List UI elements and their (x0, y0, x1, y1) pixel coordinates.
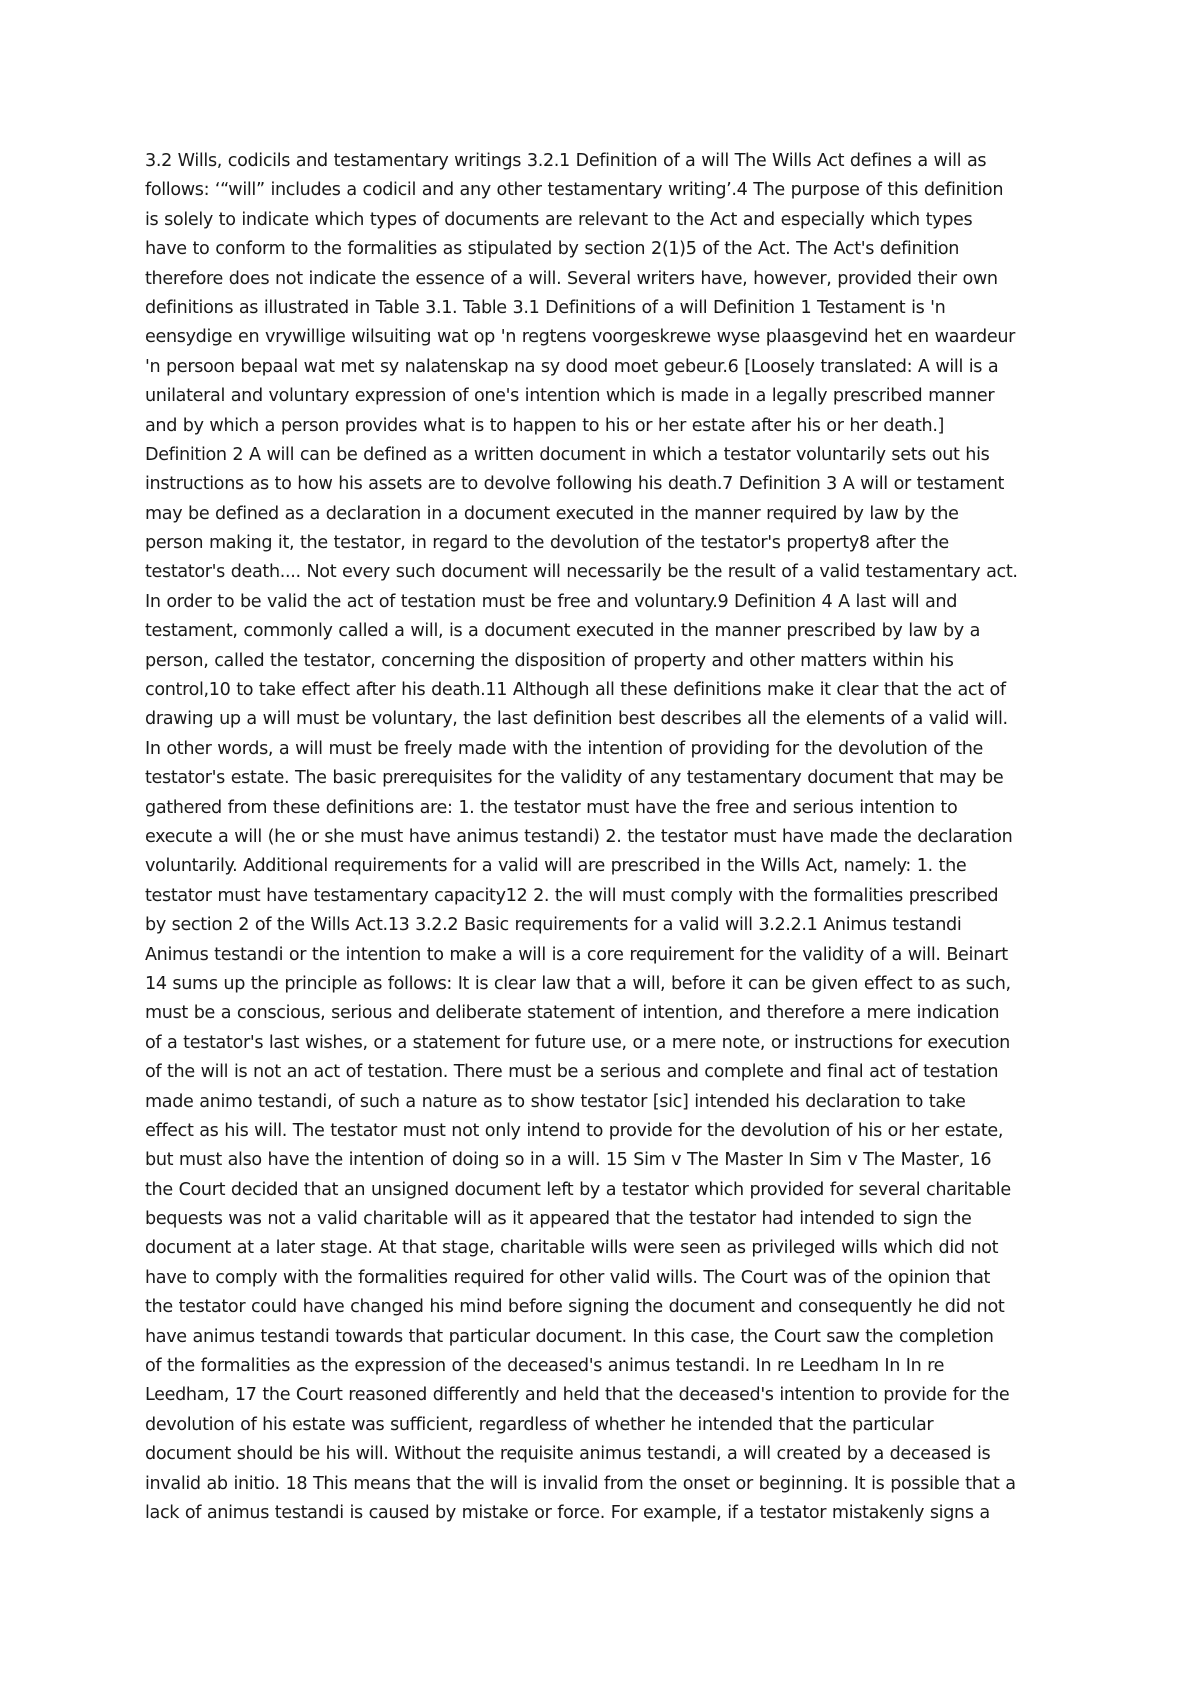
document-body-text (145, 147, 1065, 1528)
text-line: devolution of his estate was sufficient, regardless of whether he intended that the particular (145, 1414, 934, 1435)
text-line: In other words, a will must be freely made with the intention of providing for the devolution of the (145, 738, 983, 759)
text-line: of the will is not an act of testation. There must be a serious and complete and final act of testation (145, 1062, 999, 1083)
text-line: the Court decided that an unsigned document left by a testator which provided for several charitable (145, 1179, 1011, 1200)
text-line: testament, commonly called a will, is a document executed in the manner prescribed by law by a (145, 621, 981, 642)
text-line: execute a will (he or she must have animus testandi) 2. the testator must have made the declaration (145, 826, 1013, 847)
text-line: instructions as to how his assets are to devolve following his death.7 Definition 3 A will or testament (145, 474, 1005, 495)
text-line: 14 sums up the principle as follows: It is clear law that a will, before it can be given effect to as such, (145, 973, 1011, 994)
text-line: testator must have testamentary capacity12 2. the will must comply with the formalities prescribed (145, 885, 999, 906)
text-line: voluntarily. Additional requirements for a valid will are prescribed in the Wills Act, namely: 1. the (145, 856, 967, 877)
text-line: invalid ab initio. 18 This means that the will is invalid from the onset or beginning. It is possible that a (145, 1473, 1016, 1494)
text-line: bequests was not a valid charitable will as it appeared that the testator had intended to sign the (145, 1209, 972, 1230)
text-line: of the formalities as the expression of the deceased's animus testandi. In re Leedham In In re (145, 1356, 945, 1377)
text-line: may be defined as a declaration in a document executed in the manner required by law by the (145, 503, 959, 524)
text-line: the testator could have changed his mind before signing the document and consequently he did not (145, 1297, 1005, 1318)
text-line: testator's estate. The basic prerequisites for the validity of any testamentary document that may be (145, 768, 1004, 789)
text-line: person making it, the testator, in regard to the devolution of the testator's property8 after the (145, 533, 949, 554)
text-line: follows: ‘“will” includes a codicil and any other testamentary writing’.4 The purpose of this definition (145, 180, 1004, 201)
text-line: made animo testandi, of such a nature as to show testator [sic] intended his declaration to take (145, 1091, 966, 1112)
text-line: document at a later stage. At that stage, charitable wills were seen as privileged wills which did not (145, 1238, 999, 1259)
text-line: gathered from these definitions are: 1. the testator must have the free and serious intention to (145, 797, 958, 818)
text-line: is solely to indicate which types of documents are relevant to the Act and especially which types (145, 209, 973, 230)
text-line: of a testator's last wishes, or a statement for future use, or a mere note, or instructions for execution (145, 1032, 1010, 1053)
text-line: Definition 2 A will can be defined as a written document in which a testator voluntarily sets out his (145, 444, 990, 465)
text-line: unilateral and voluntary expression of one's intention which is made in a legally prescribed manner (145, 386, 995, 407)
text-line: testator's death.... Not every such document will necessarily be the result of a valid testamentary act. (145, 562, 1018, 583)
text-line: eensydige en vrywillige wilsuiting wat op 'n regtens voorgeskrewe wyse plaasgevind het en waardeur (145, 327, 1016, 348)
text-line: have animus testandi towards that particular document. In this case, the Court saw the completion (145, 1326, 994, 1347)
text-line: therefore does not indicate the essence of a will. Several writers have, however, provided their own (145, 268, 998, 289)
text-line: drawing up a will must be voluntary, the last definition best describes all the elements of a valid will. (145, 709, 1008, 730)
text-line: document should be his will. Without the requisite animus testandi, a will created by a deceased is (145, 1444, 991, 1465)
text-line: have to conform to the formalities as stipulated by section 2(1)5 of the Act. The Act's definition (145, 239, 960, 260)
text-line: In order to be valid the act of testation must be free and voluntary.9 Definition 4 A last will and (145, 591, 958, 612)
text-line: effect as his will. The testator must not only intend to provide for the devolution of his or her estate, (145, 1120, 1004, 1141)
text-line: have to comply with the formalities required for other valid wills. The Court was of the opinion that (145, 1267, 991, 1288)
text-line: 'n persoon bepaal wat met sy nalatenskap na sy dood moet gebeur.6 [Loosely translated: A will is a (145, 356, 999, 377)
text-line: Animus testandi or the intention to make a will is a core requirement for the validity of a will. Beinart (145, 944, 1008, 965)
text-line: but must also have the intention of doing so in a will. 15 Sim v The Master In Sim v The Master, 16 (145, 1150, 992, 1171)
text-line: lack of animus testandi is caused by mistake or force. For example, if a testator mistakenly signs a (145, 1502, 990, 1523)
text-line: and by which a person provides what is to happen to his or her estate after his or her death.] (145, 415, 945, 436)
text-line: control,10 to take effect after his death.11 Although all these definitions make it clear that the act of (145, 680, 1006, 701)
text-line: must be a conscious, serious and deliberate statement of intention, and therefore a mere indication (145, 1003, 1000, 1024)
text-line: definitions as illustrated in Table 3.1. Table 3.1 Definitions of a will Definition 1 Testament is 'n (145, 297, 946, 318)
text-line: Leedham, 17 the Court reasoned differently and held that the deceased's intention to provide for the (145, 1385, 1010, 1406)
text-line: by section 2 of the Wills Act.13 3.2.2 Basic requirements for a valid will 3.2.2.1 Animus testandi (145, 915, 962, 936)
text-line: person, called the testator, concerning the disposition of property and other matters within his (145, 650, 954, 671)
text-line: 3.2 Wills, codicils and testamentary writings 3.2.1 Definition of a will The Wills Act defines a will as (145, 151, 987, 171)
